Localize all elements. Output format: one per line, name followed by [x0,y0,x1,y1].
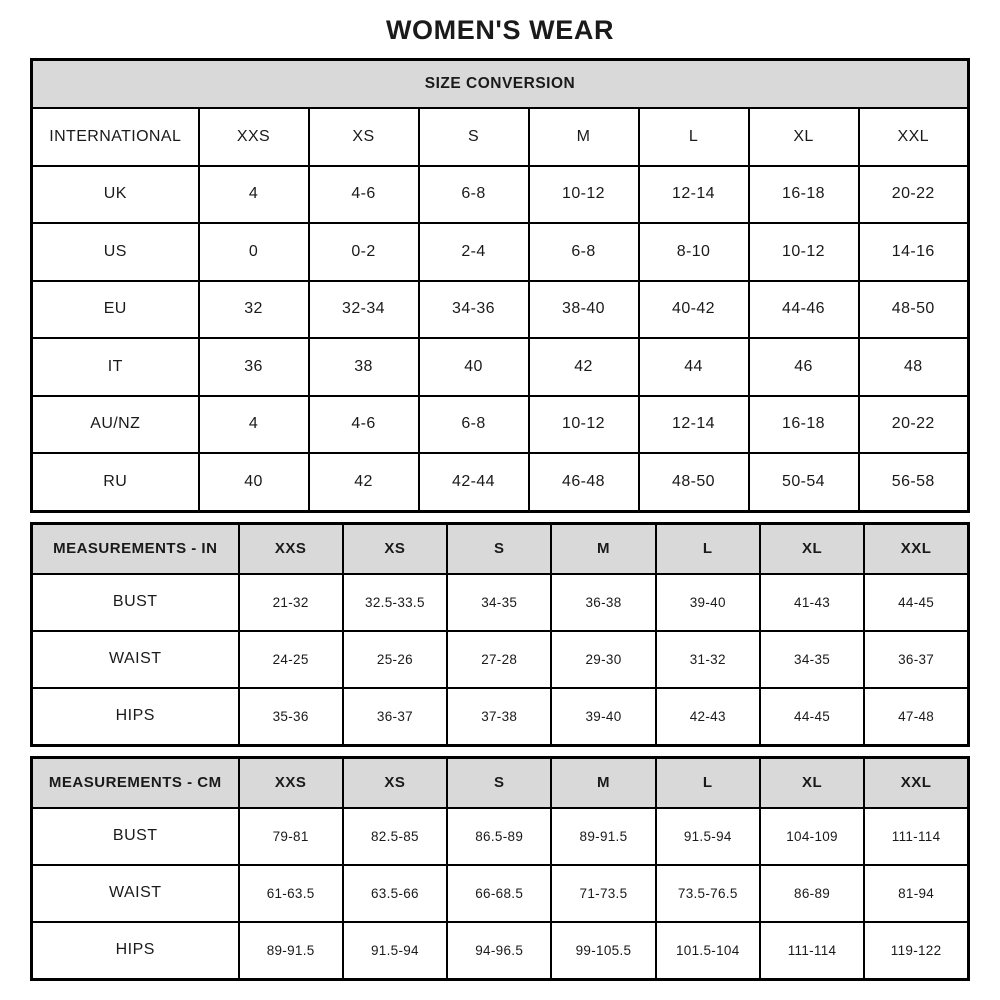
row-label: INTERNATIONAL [32,108,199,166]
table-cell: 56-58 [859,453,969,511]
measurements-cm-body [32,808,969,980]
table-cell: 101.5-104 [656,922,760,980]
table-cell: 2-4 [419,223,529,281]
measurements-in-header-row [32,523,969,574]
table-cell: 6-8 [529,223,639,281]
table-cell: 47-48 [864,688,968,746]
row-label: AU/NZ [32,396,199,454]
table-row [32,688,969,746]
table-cell: 89-91.5 [239,922,343,980]
table-cell: 42-44 [419,453,529,511]
table-cell: 38 [309,338,419,396]
table-row [32,808,969,865]
size-conversion-header: SIZE CONVERSION [32,60,969,109]
table-cell: 40-42 [639,281,749,339]
size-header-cell: L [639,108,749,166]
table-cell: 99-105.5 [551,922,655,980]
table-cell: 31-32 [656,631,760,688]
size-header-cell: S [447,523,551,574]
table-cell: 12-14 [639,396,749,454]
table-row [32,223,969,281]
row-label: UK [32,166,199,224]
size-header-cell: XXS [199,108,309,166]
table-cell: 4-6 [309,396,419,454]
table-row [32,281,969,339]
measurements-cm-header-row [32,757,969,808]
table-cell: 42-43 [656,688,760,746]
row-label: RU [32,453,199,511]
measurements-in-body [32,574,969,746]
table-cell: 24-25 [239,631,343,688]
row-label: WAIST [32,865,239,922]
row-label: HIPS [32,688,239,746]
table-cell: 20-22 [859,166,969,224]
table-cell: 36-37 [343,688,447,746]
size-conversion-title-row [32,60,969,109]
size-header-cell: XXL [864,757,968,808]
size-header-cell: M [551,757,655,808]
size-header-cell: M [551,523,655,574]
table-row [32,453,969,511]
table-cell: 48-50 [639,453,749,511]
measurements-in-header: MEASUREMENTS - IN [32,523,239,574]
page-title: WOMEN'S WEAR [385,15,615,45]
measurements-cm-table [30,756,970,981]
table-cell: 6-8 [419,166,529,224]
table-cell: 71-73.5 [551,865,655,922]
table-cell: 111-114 [864,808,968,865]
table-cell: 34-35 [760,631,864,688]
size-header-cell: XS [309,108,419,166]
table-row [32,631,969,688]
table-cell: 94-96.5 [447,922,551,980]
size-conversion-body [32,166,969,512]
row-label: WAIST [32,631,239,688]
size-header-cell: XXL [859,108,969,166]
table-cell: 32-34 [309,281,419,339]
size-header-cell: S [419,108,529,166]
table-cell: 4 [199,166,309,224]
table-cell: 86.5-89 [447,808,551,865]
table-cell: 0 [199,223,309,281]
table-cell: 41-43 [760,574,864,631]
table-cell: 8-10 [639,223,749,281]
table-cell: 119-122 [864,922,968,980]
table-cell: 35-36 [239,688,343,746]
table-cell: 61-63.5 [239,865,343,922]
size-header-cell: XL [760,757,864,808]
size-header-cell: L [656,523,760,574]
table-cell: 14-16 [859,223,969,281]
table-cell: 42 [529,338,639,396]
size-header-cell: XS [343,757,447,808]
table-cell: 32.5-33.5 [343,574,447,631]
table-cell: 10-12 [749,223,859,281]
table-cell: 79-81 [239,808,343,865]
table-cell: 44 [639,338,749,396]
table-row [32,166,969,224]
size-header-cell: XS [343,523,447,574]
table-cell: 34-36 [419,281,529,339]
table-cell: 4-6 [309,166,419,224]
size-header-cell: XXS [239,523,343,574]
table-cell: 46 [749,338,859,396]
table-cell: 25-26 [343,631,447,688]
table-cell: 39-40 [656,574,760,631]
row-label: HIPS [32,922,239,980]
table-cell: 44-46 [749,281,859,339]
table-cell: 91.5-94 [343,922,447,980]
table-cell: 42 [309,453,419,511]
size-header-cell: L [656,757,760,808]
table-cell: 111-114 [760,922,864,980]
table-cell: 50-54 [749,453,859,511]
table-cell: 34-35 [447,574,551,631]
table-cell: 40 [419,338,529,396]
table-cell: 104-109 [760,808,864,865]
table-cell: 91.5-94 [656,808,760,865]
row-label: EU [32,281,199,339]
table-cell: 48 [859,338,969,396]
table-row [32,865,969,922]
row-label: IT [32,338,199,396]
table-cell: 82.5-85 [343,808,447,865]
row-label: BUST [32,808,239,865]
table-cell: 39-40 [551,688,655,746]
size-header-cell: S [447,757,551,808]
table-cell: 44-45 [864,574,968,631]
table-cell: 66-68.5 [447,865,551,922]
table-cell: 46-48 [529,453,639,511]
size-header-cell: XL [749,108,859,166]
international-sizes-row [32,108,969,166]
table-cell: 37-38 [447,688,551,746]
size-header-cell: XXL [864,523,968,574]
table-cell: 48-50 [859,281,969,339]
table-cell: 36-38 [551,574,655,631]
table-cell: 89-91.5 [551,808,655,865]
size-conversion-table [30,58,970,513]
table-cell: 81-94 [864,865,968,922]
table-cell: 16-18 [749,396,859,454]
table-cell: 0-2 [309,223,419,281]
size-header-cell: XL [760,523,864,574]
size-header-cell: M [529,108,639,166]
table-row [32,574,969,631]
row-label: BUST [32,574,239,631]
table-row [32,338,969,396]
table-row [32,922,969,980]
table-cell: 16-18 [749,166,859,224]
measurements-cm-header: MEASUREMENTS - CM [32,757,239,808]
table-cell: 32 [199,281,309,339]
table-cell: 29-30 [551,631,655,688]
table-cell: 44-45 [760,688,864,746]
table-cell: 10-12 [529,396,639,454]
table-cell: 36 [199,338,309,396]
table-cell: 12-14 [639,166,749,224]
table-cell: 21-32 [239,574,343,631]
table-cell: 4 [199,396,309,454]
size-header-cell: XXS [239,757,343,808]
table-cell: 40 [199,453,309,511]
measurements-in-table [30,522,970,747]
table-cell: 27-28 [447,631,551,688]
table-cell: 73.5-76.5 [656,865,760,922]
table-cell: 36-37 [864,631,968,688]
table-row [32,396,969,454]
table-cell: 20-22 [859,396,969,454]
table-cell: 38-40 [529,281,639,339]
table-cell: 63.5-66 [343,865,447,922]
table-cell: 86-89 [760,865,864,922]
table-cell: 10-12 [529,166,639,224]
table-cell: 6-8 [419,396,529,454]
row-label: US [32,223,199,281]
